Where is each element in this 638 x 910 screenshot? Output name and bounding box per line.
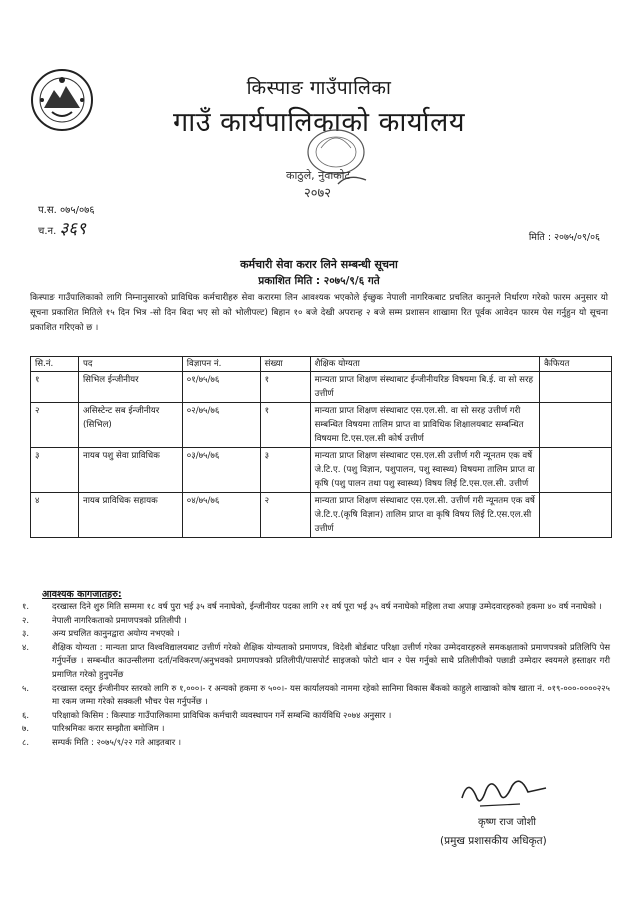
cell-count: १ <box>260 372 310 403</box>
signatory-title: (प्रमुख प्रशासकीय अधिकृत) <box>440 835 547 847</box>
cell-post: नायब पशु सेवा प्राविधिक <box>78 448 182 493</box>
cell-qualification: मान्यता प्राप्त शिक्षण संस्थाबाट एस.एल.सी उत्तीर्ण गरी न्यूनतम एक वर्षे जे.टि.ए. (पशु विज्ञान, पशुपालन, पशु स्वास्थ्य) विषयमा तालिम प्राप्त वा कृषि (पशु पालन तथा पशु स्वास्थ्य) विषय लिई टि.एस.एल.सी. उत्तीर्ण <box>310 448 540 493</box>
item-text: पारिश्रमिकः करार सम्झौता बमोजिम । <box>52 723 165 734</box>
stamp-year: २०७२ <box>304 186 332 201</box>
cell-sn: ४ <box>31 493 79 538</box>
required-documents-heading: आवश्यक कागजातहरु: <box>42 589 122 600</box>
cell-remark <box>540 448 612 493</box>
cell-qualification: मान्यता प्राप्त शिक्षण संस्थाबाट एस.एल.सी. वा सो सरह उत्तीर्ण गरी सम्बन्धित विषयमा तालिम प्राप्त वा प्राविधिक शिक्षालयबाट सम्बन्धित विषयमा टि.एस.एल.सी कोर्ष उत्तीर्ण <box>310 403 540 448</box>
table-header-row <box>31 357 612 372</box>
table-row <box>31 403 612 448</box>
table-row <box>31 493 612 538</box>
cell-adv: ०१/७५/७६ <box>182 372 260 403</box>
cell-post: सिभिल ईन्जीनीयर <box>78 372 182 403</box>
item-text: नेपाली नागरिकताको प्रमाणपत्रको प्रतिलीपी । <box>52 614 187 625</box>
item-number: ३. <box>22 628 30 639</box>
signatory-name: कृष्ण राज जोशी <box>478 817 536 828</box>
dispatch-number <box>38 216 86 239</box>
dispatch-label: च.न. <box>38 226 57 237</box>
col-header-count: संख्या <box>260 357 310 372</box>
cell-remark <box>540 372 612 403</box>
item-text: दरखास्त दिने शुरु मिति सम्ममा १८ वर्ष पुरा भई ३५ वर्ष ननाघेको, ईन्जीनीयर पदका लागि २१ वर्ष पूरा भई ३५ वर्ष ननाघेको महिला तथा अपाङ्ग उम्मेदवारहरुको हकमा ४० वर्ष ननाघेको । <box>52 601 602 611</box>
list-item <box>22 641 610 682</box>
item-number: ५. <box>22 682 30 693</box>
table-row <box>31 448 612 493</box>
cell-post: नायब प्राविधिक सहायक <box>78 493 182 538</box>
office-name: गाउँ कार्यपालिकाको कार्यालय <box>173 107 465 138</box>
list-item <box>22 627 610 641</box>
item-text: परिक्षाको किसिम : किस्पाङ गाउँपालिकामा प्राविधिक कर्मचारी व्यवस्थापन गर्ने सम्बन्धि कार्यविधि २०७४ अनुसार । <box>52 709 392 720</box>
list-item <box>22 600 610 614</box>
item-number: ६. <box>22 709 30 720</box>
cell-count: ३ <box>260 448 310 493</box>
cell-count: १ <box>260 403 310 448</box>
cell-sn: २ <box>31 403 79 448</box>
stamp-text: काठुले, नुवाकोट २०७२ <box>286 169 351 201</box>
municipality-name: किस्पाङ गाउँपालिका <box>246 77 392 99</box>
item-text: सम्पर्क मिति : २०७५/९/२२ गते आइतबार । <box>52 736 182 747</box>
cell-qualification: मान्यता प्राप्त शिक्षण संस्थाबाट एस.एल.सी. उत्तीर्ण गरी न्यूनतम एक वर्षे जे.टि.ए.(कृषि विज्ञान) तालिम प्राप्त वा कृषि विषय लिई टि.एस.एल.सी उत्तीर्ण <box>310 493 540 538</box>
cell-adv: ०४/७५/७६ <box>182 493 260 538</box>
item-text: दरखास्त दस्तुर ईन्जीनीयर स्तरको लागि रु १,०००।- र अन्यको हकमा रु ५००।- यस कार्यालयको नाममा रहेको सानिमा विकास बैंकको काहुले शाखाको कोष खाता नं. ०१९-०००-००००२२५ मा रकम जम्मा गरेको सक्कली भौचर पेस गर्नुपर्नेछ । <box>52 682 610 707</box>
item-number: ८. <box>22 736 30 747</box>
notice-date: मिति : २०७५/०९/०६ <box>528 232 600 243</box>
published-date: प्रकाशित मिति : २०७५/९/६ गते <box>258 275 380 287</box>
item-number: २. <box>22 614 30 625</box>
reference-number: प.स. ०७५/०७६ <box>38 205 95 216</box>
cell-adv: ०३/७५/७६ <box>182 448 260 493</box>
col-header-sn: सि.नं. <box>31 357 79 372</box>
item-number: १. <box>22 601 30 611</box>
item-number: ४. <box>22 641 30 652</box>
item-text: शैक्षिक योग्यता : मान्यता प्राप्त विश्वविद्यालयबाट उत्तीर्ण गरेको शैक्षिक योग्यताको प्रमाणपत्र, विदेशी बोर्डबाट परिक्षा उत्तीर्ण गरेका उम्मेदवारहरुले समकक्षताको प्रमाणपत्रको प्रतिलिपि पेस गर्नुपर्नेछ । सम्बन्धीत काउन्सीलमा दर्ता/नविकरण/अनुभवको प्रमाणपत्रको प्रतिलीपी/पासपोर्ट साइजको फोटो थान २ पेस गर्नुको साथै प्रतिलीपीको पछाडी उम्मेदार स्वयमले हस्ताक्षर गरी प्रमाणित गरेको हुनुपर्नेछ <box>52 641 610 679</box>
cell-remark <box>540 403 612 448</box>
vacancy-table <box>30 356 612 538</box>
cell-sn: १ <box>31 372 79 403</box>
col-header-qualification: शैक्षिक योग्यता <box>310 357 540 372</box>
cell-remark <box>540 493 612 538</box>
list-item <box>22 722 610 736</box>
cell-post: असिस्टेन्ट सब ईन्जीनीयर (सिभिल) <box>78 403 182 448</box>
notice-title: कर्मचारी सेवा करार लिने सम्बन्धी सूचना <box>240 258 398 271</box>
cell-count: २ <box>260 493 310 538</box>
intro-paragraph: किस्पाङ गाउँपालिकाको लागि निम्नानुसारको प्राविधिक कर्मचारीहरु सेवा करारमा लिन आवश्यक भएकोले ईच्छुक नेपाली नागरिकबाट प्रचलित कानुनले निर्धारण गरेको फारम अनुसार यो सूचना प्रकाशित मितिले १५ दिन भित्र -सो दिन बिदा भए सो को भोलीपल्ट) बिहान १० बजे देखी अपरान्ह २ बजे सम्म प्रशासन शाखामा रित पूर्वक आवेदन फारम पेस गर्नुहुन यो सूचना प्रकाशित गरिएको छ । <box>30 293 608 333</box>
dispatch-value: ३६९ <box>59 219 86 239</box>
cell-adv: ०२/७५/७६ <box>182 403 260 448</box>
cell-sn: ३ <box>31 448 79 493</box>
signature-icon <box>450 768 560 816</box>
list-item <box>22 709 610 723</box>
list-item <box>22 682 610 709</box>
item-number: ७. <box>22 723 30 734</box>
col-header-post: पद <box>78 357 182 372</box>
cell-qualification: मान्यता प्राप्त शिक्षण संस्थाबाट ईन्जीनीयरिङ विषयमा बि.ई. वा सो सरह उत्तीर्ण <box>310 372 540 403</box>
list-item <box>22 614 610 628</box>
table-row <box>31 372 612 403</box>
item-text: अन्य प्रचलित कानुनद्वारा अयोग्य नभएको । <box>52 628 180 639</box>
col-header-remark: कैफियत <box>540 357 612 372</box>
list-item <box>22 736 610 750</box>
required-documents-list <box>22 600 610 750</box>
col-header-adv: विज्ञापन नं. <box>182 357 260 372</box>
